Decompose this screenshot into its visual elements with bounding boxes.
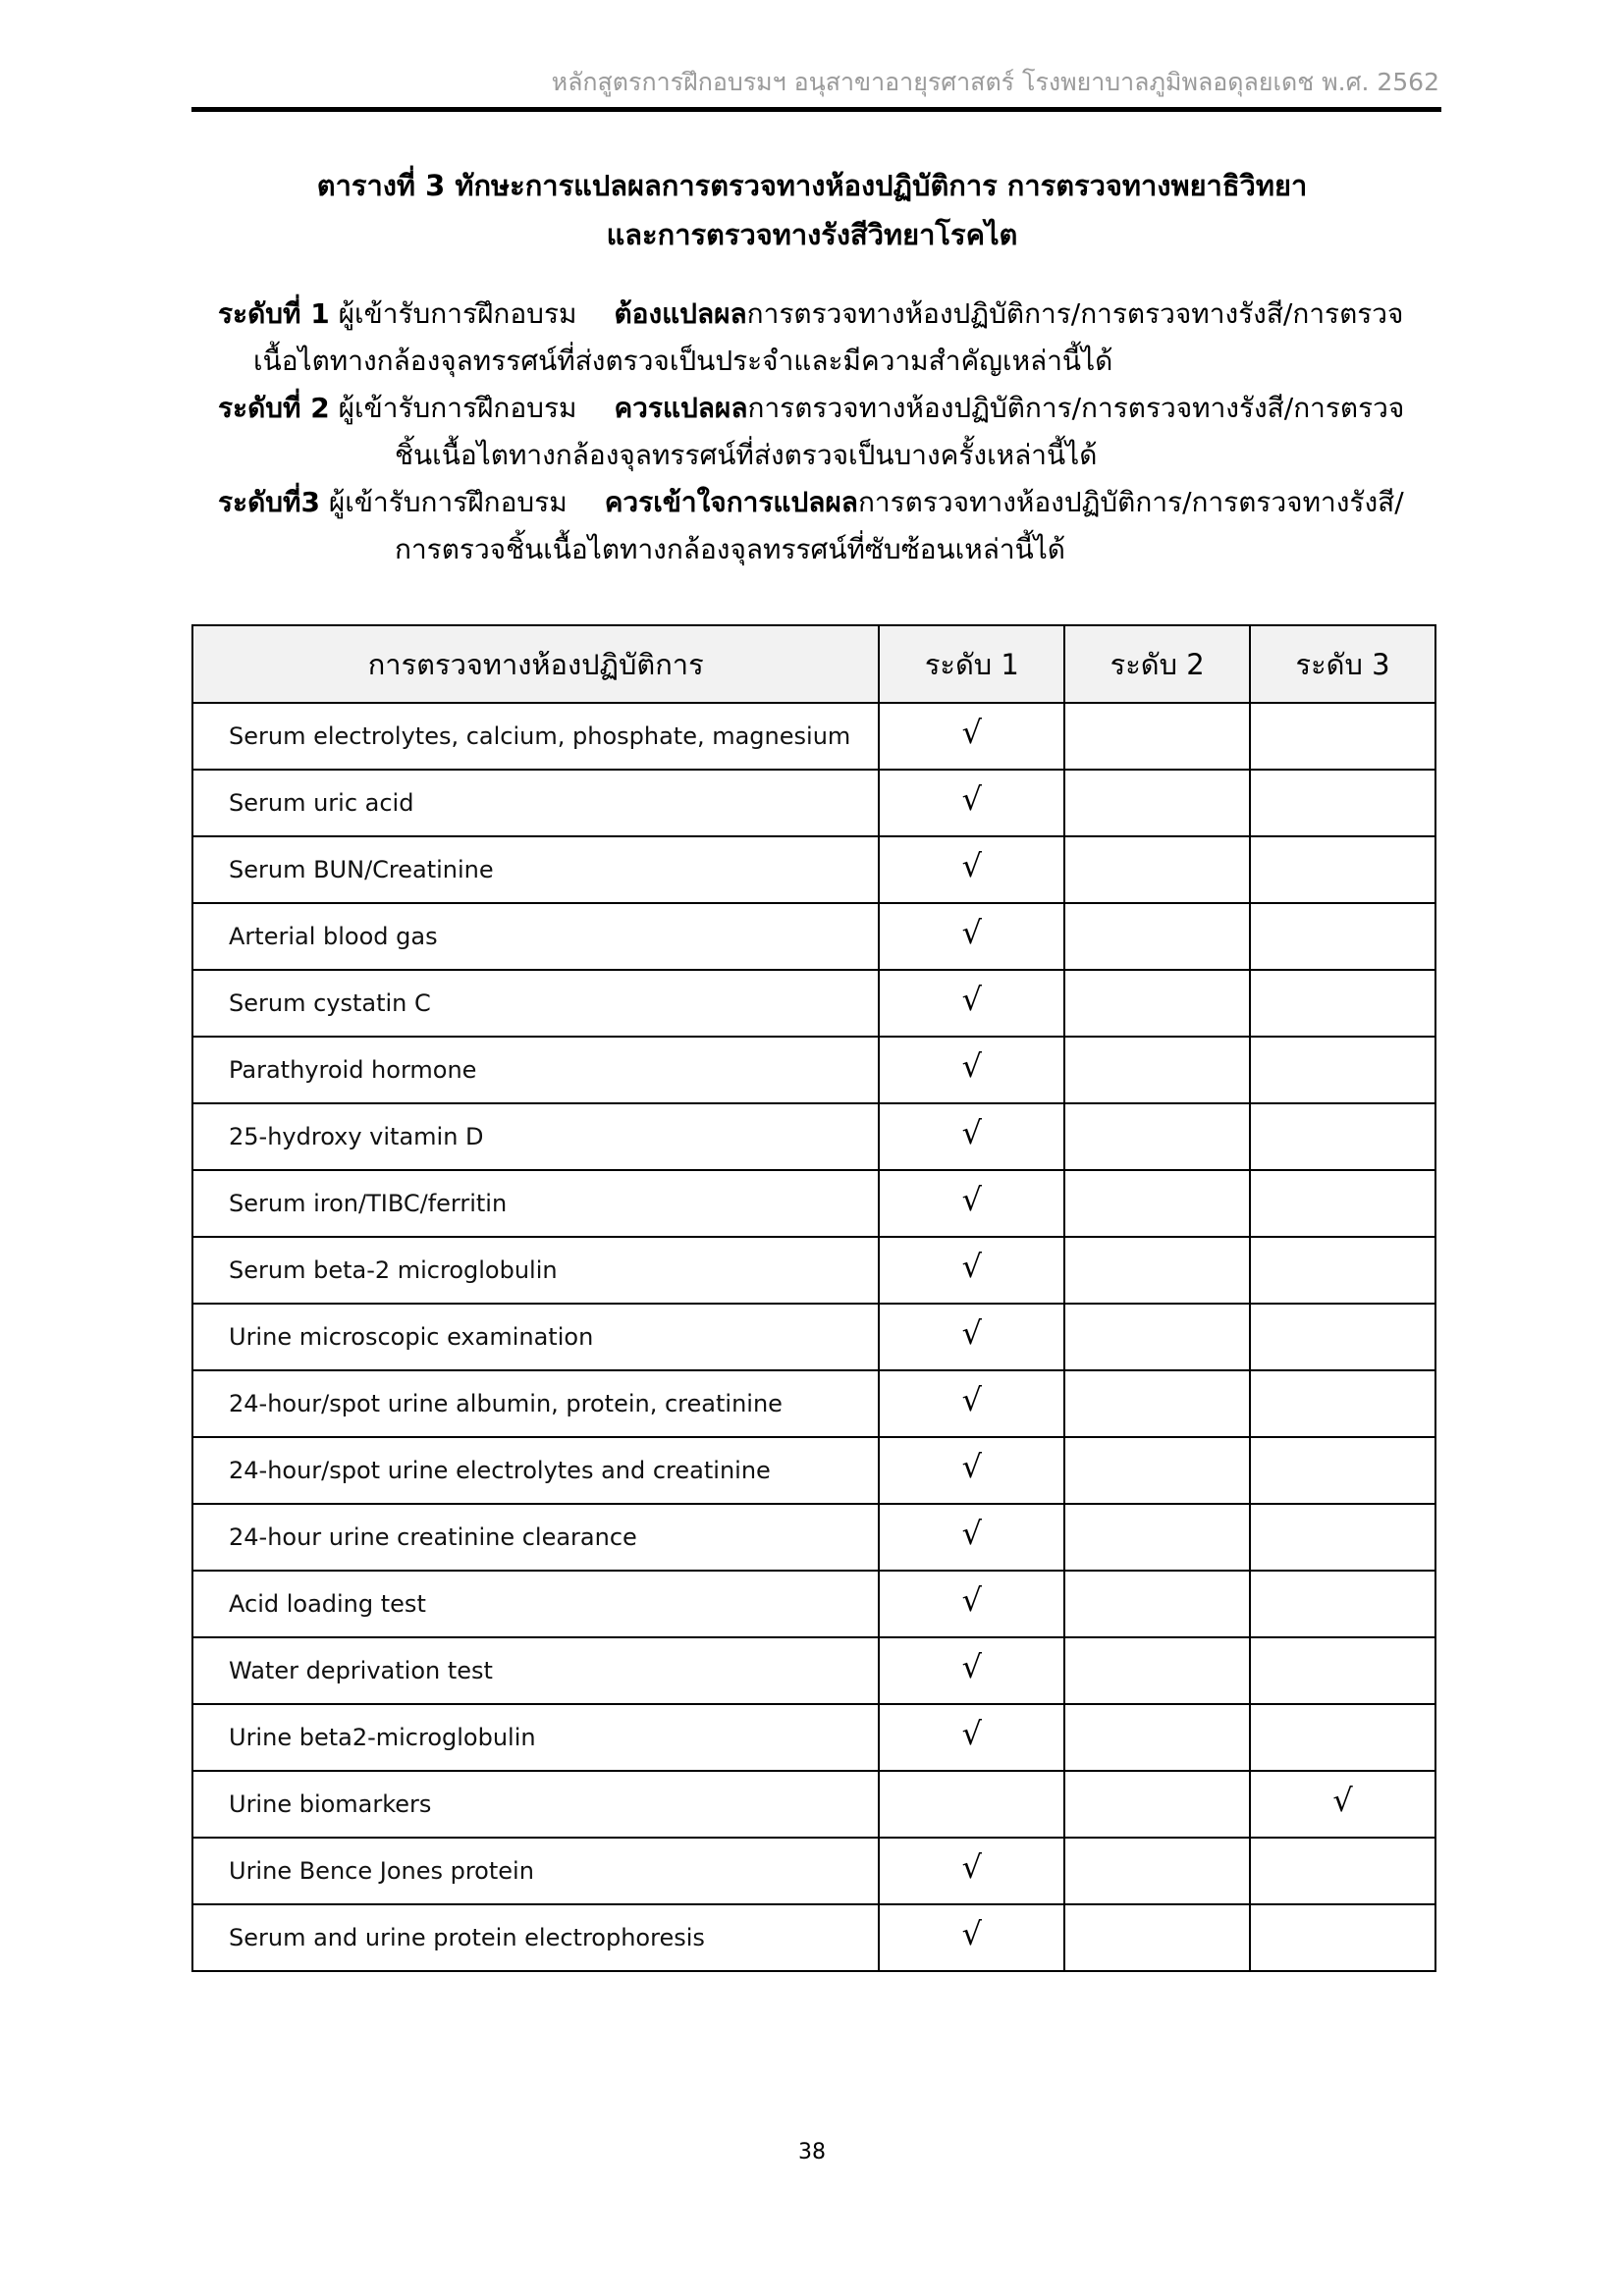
column-header-level-3: ระดับ 3 [1250, 625, 1435, 703]
level-1-cell [879, 1370, 1064, 1437]
test-name-cell: Urine microscopic examination [192, 1304, 879, 1370]
test-name-cell: 25-hydroxy vitamin D [192, 1103, 879, 1170]
check-mark-icon: √ [961, 847, 983, 884]
level-1-cell [879, 970, 1064, 1037]
level-1-cell [879, 1771, 1064, 1838]
level-1-continuation: เนื้อไตทางกล้องจุลทรรศน์ที่ส่งตรวจเป็นประจำและมีความสำคัญเหล่านี้ได้ [253, 345, 1113, 377]
level-3-cell [1250, 1437, 1435, 1504]
level-2-cell [1064, 703, 1250, 770]
check-mark-icon: √ [961, 1381, 983, 1418]
level-2-cell [1064, 1504, 1250, 1571]
check-mark-icon: √ [961, 1648, 983, 1685]
level-2-cell [1064, 1637, 1250, 1704]
level-definitions [218, 291, 1455, 573]
level-2-cell [1064, 1103, 1250, 1170]
table-row [192, 1370, 1435, 1437]
check-mark-icon: √ [961, 1047, 983, 1085]
check-mark-icon: √ [961, 1181, 983, 1218]
test-name-cell: Acid loading test [192, 1571, 879, 1637]
level-1-cell [879, 1504, 1064, 1571]
level-3-cell [1250, 1704, 1435, 1771]
level-3-definition [218, 479, 1455, 526]
test-name-cell: Serum iron/TIBC/ferritin [192, 1170, 879, 1237]
level-3-cell [1250, 1237, 1435, 1304]
level-2-continuation: ชิ้นเนื้อไตทางกล้องจุลทรรศน์ที่ส่งตรวจเป็นบางครั้งเหล่านี้ได้ [395, 439, 1098, 471]
test-name-cell: Urine Bence Jones protein [192, 1838, 879, 1904]
level-label: ระดับที่3 [218, 486, 320, 518]
level-rest: การตรวจทางห้องปฏิบัติการ/การตรวจทางรังสี/การตรวจ [746, 297, 1404, 330]
table-row [192, 970, 1435, 1037]
level-2-cell [1064, 1771, 1250, 1838]
level-2-cell [1064, 970, 1250, 1037]
check-mark-icon: √ [961, 1448, 983, 1485]
level-1-cell [879, 703, 1064, 770]
level-2-cell [1064, 1037, 1250, 1103]
level-1-cell [879, 770, 1064, 836]
level-1-cell [879, 1904, 1064, 1971]
level-trainee: ผู้เข้ารับการฝึกอบรม [328, 486, 568, 518]
test-name-cell: Arterial blood gas [192, 903, 879, 970]
level-2-cell [1064, 1170, 1250, 1237]
table-row [192, 1571, 1435, 1637]
table-row [192, 1771, 1435, 1838]
table-row [192, 836, 1435, 903]
table-row [192, 703, 1435, 770]
check-mark-icon: √ [961, 1314, 983, 1352]
level-3-cell [1250, 970, 1435, 1037]
test-name-cell: Serum and urine protein electrophoresis [192, 1904, 879, 1971]
test-name-cell: 24-hour/spot urine electrolytes and creatinine [192, 1437, 879, 1504]
level-3-cell [1250, 1571, 1435, 1637]
table-row [192, 1504, 1435, 1571]
test-name-cell: Serum cystatin C [192, 970, 879, 1037]
level-3-cell [1250, 1504, 1435, 1571]
level-label: ระดับที่ 2 [218, 392, 330, 424]
level-2-cell [1064, 836, 1250, 903]
table-row [192, 1704, 1435, 1771]
page-number: 38 [798, 2140, 826, 2164]
check-mark-icon: √ [961, 714, 983, 751]
check-mark-icon: √ [961, 914, 983, 951]
level-2-cell [1064, 1437, 1250, 1504]
running-header: หลักสูตรการฝึกอบรมฯ อนุสาขาอายุรศาสตร์ โรงพยาบาลภูมิพลอดุลยเดช พ.ศ. 2562 [551, 68, 1439, 96]
level-emphasis: ควรแปลผล [614, 392, 748, 424]
table-title-line-1: ตารางที่ 3 ทักษะการแปลผลการตรวจทางห้องปฏิบัติการ การตรวจทางพยาธิวิทยา [316, 169, 1308, 202]
table-row [192, 1304, 1435, 1370]
level-1-cell [879, 1170, 1064, 1237]
lab-skills-table [191, 624, 1436, 1972]
level-2-cell [1064, 903, 1250, 970]
level-3-continuation: การตรวจชิ้นเนื้อไตทางกล้องจุลทรรศน์ที่ซับซ้อนเหล่านี้ได้ [395, 533, 1065, 565]
table-body [192, 703, 1435, 1971]
level-emphasis: ต้องแปลผล [614, 297, 747, 330]
level-3-cell [1250, 1304, 1435, 1370]
level-3-cell [1250, 1771, 1435, 1838]
level-1-cell [879, 1838, 1064, 1904]
level-1-cell [879, 1437, 1064, 1504]
table-row [192, 1437, 1435, 1504]
level-2-cell [1064, 1237, 1250, 1304]
check-mark-icon: √ [961, 1248, 983, 1285]
table-row [192, 1103, 1435, 1170]
level-2-cell [1064, 1571, 1250, 1637]
level-3-cell [1250, 770, 1435, 836]
test-name-cell: Serum beta-2 microglobulin [192, 1237, 879, 1304]
test-name-cell: Serum electrolytes, calcium, phosphate, magnesium [192, 703, 879, 770]
level-3-cell [1250, 1637, 1435, 1704]
test-name-cell: 24-hour/spot urine albumin, protein, creatinine [192, 1370, 879, 1437]
level-3-cell [1250, 1370, 1435, 1437]
level-3-cell [1250, 1904, 1435, 1971]
table-row [192, 1838, 1435, 1904]
level-1-cell [879, 1237, 1064, 1304]
level-2-definition [218, 385, 1455, 432]
check-mark-icon: √ [961, 1515, 983, 1552]
table-row [192, 903, 1435, 970]
table-row [192, 770, 1435, 836]
level-1-cell [879, 903, 1064, 970]
level-2-cell [1064, 770, 1250, 836]
check-mark-icon: √ [961, 1915, 983, 1952]
level-rest: การตรวจทางห้องปฏิบัติการ/การตรวจทางรังสี/การตรวจ [747, 392, 1405, 424]
level-emphasis: ควรเข้าใจการแปลผล [604, 486, 858, 518]
test-name-cell: Parathyroid hormone [192, 1037, 879, 1103]
level-1-cell [879, 1103, 1064, 1170]
check-mark-icon: √ [961, 780, 983, 818]
level-1-cell [879, 1037, 1064, 1103]
column-header-level-1: ระดับ 1 [879, 625, 1064, 703]
check-mark-icon: √ [961, 1848, 983, 1886]
level-label: ระดับที่ 1 [218, 297, 330, 330]
check-mark-icon: √ [961, 1114, 983, 1151]
check-mark-icon: √ [1332, 1782, 1353, 1819]
table-title [0, 161, 1624, 259]
table-title-line-2: และการตรวจทางรังสีวิทยาโรคไต [606, 218, 1018, 251]
level-3-cell [1250, 1037, 1435, 1103]
test-name-cell: Urine beta2-microglobulin [192, 1704, 879, 1771]
level-1-cell [879, 836, 1064, 903]
test-name-cell: Serum BUN/Creatinine [192, 836, 879, 903]
level-3-cell [1250, 903, 1435, 970]
table-row [192, 1904, 1435, 1971]
level-trainee: ผู้เข้ารับการฝึกอบรม [338, 297, 577, 330]
table-row [192, 1170, 1435, 1237]
column-header-test: การตรวจทางห้องปฏิบัติการ [192, 625, 879, 703]
level-3-cell [1250, 1838, 1435, 1904]
test-name-cell: 24-hour urine creatinine clearance [192, 1504, 879, 1571]
test-name-cell: Serum uric acid [192, 770, 879, 836]
level-2-cell [1064, 1704, 1250, 1771]
test-name-cell: Water deprivation test [192, 1637, 879, 1704]
level-2-cell [1064, 1304, 1250, 1370]
level-1-cell [879, 1571, 1064, 1637]
level-1-definition [218, 291, 1455, 338]
level-2-cell [1064, 1838, 1250, 1904]
level-1-cell [879, 1704, 1064, 1771]
test-name-cell: Urine biomarkers [192, 1771, 879, 1838]
table-row [192, 1237, 1435, 1304]
check-mark-icon: √ [961, 981, 983, 1018]
level-3-cell [1250, 836, 1435, 903]
check-mark-icon: √ [961, 1581, 983, 1619]
level-3-cell [1250, 703, 1435, 770]
table-row [192, 1637, 1435, 1704]
header-rule [191, 107, 1441, 112]
level-2-cell [1064, 1370, 1250, 1437]
level-2-cell [1064, 1904, 1250, 1971]
level-1-cell [879, 1637, 1064, 1704]
level-3-cell [1250, 1103, 1435, 1170]
column-header-level-2: ระดับ 2 [1064, 625, 1250, 703]
level-trainee: ผู้เข้ารับการฝึกอบรม [338, 392, 577, 424]
level-rest: การตรวจทางห้องปฏิบัติการ/การตรวจทางรังสี/ [857, 486, 1404, 518]
level-1-cell [879, 1304, 1064, 1370]
check-mark-icon: √ [961, 1715, 983, 1752]
table-header-row [192, 625, 1435, 703]
level-3-cell [1250, 1170, 1435, 1237]
table-row [192, 1037, 1435, 1103]
